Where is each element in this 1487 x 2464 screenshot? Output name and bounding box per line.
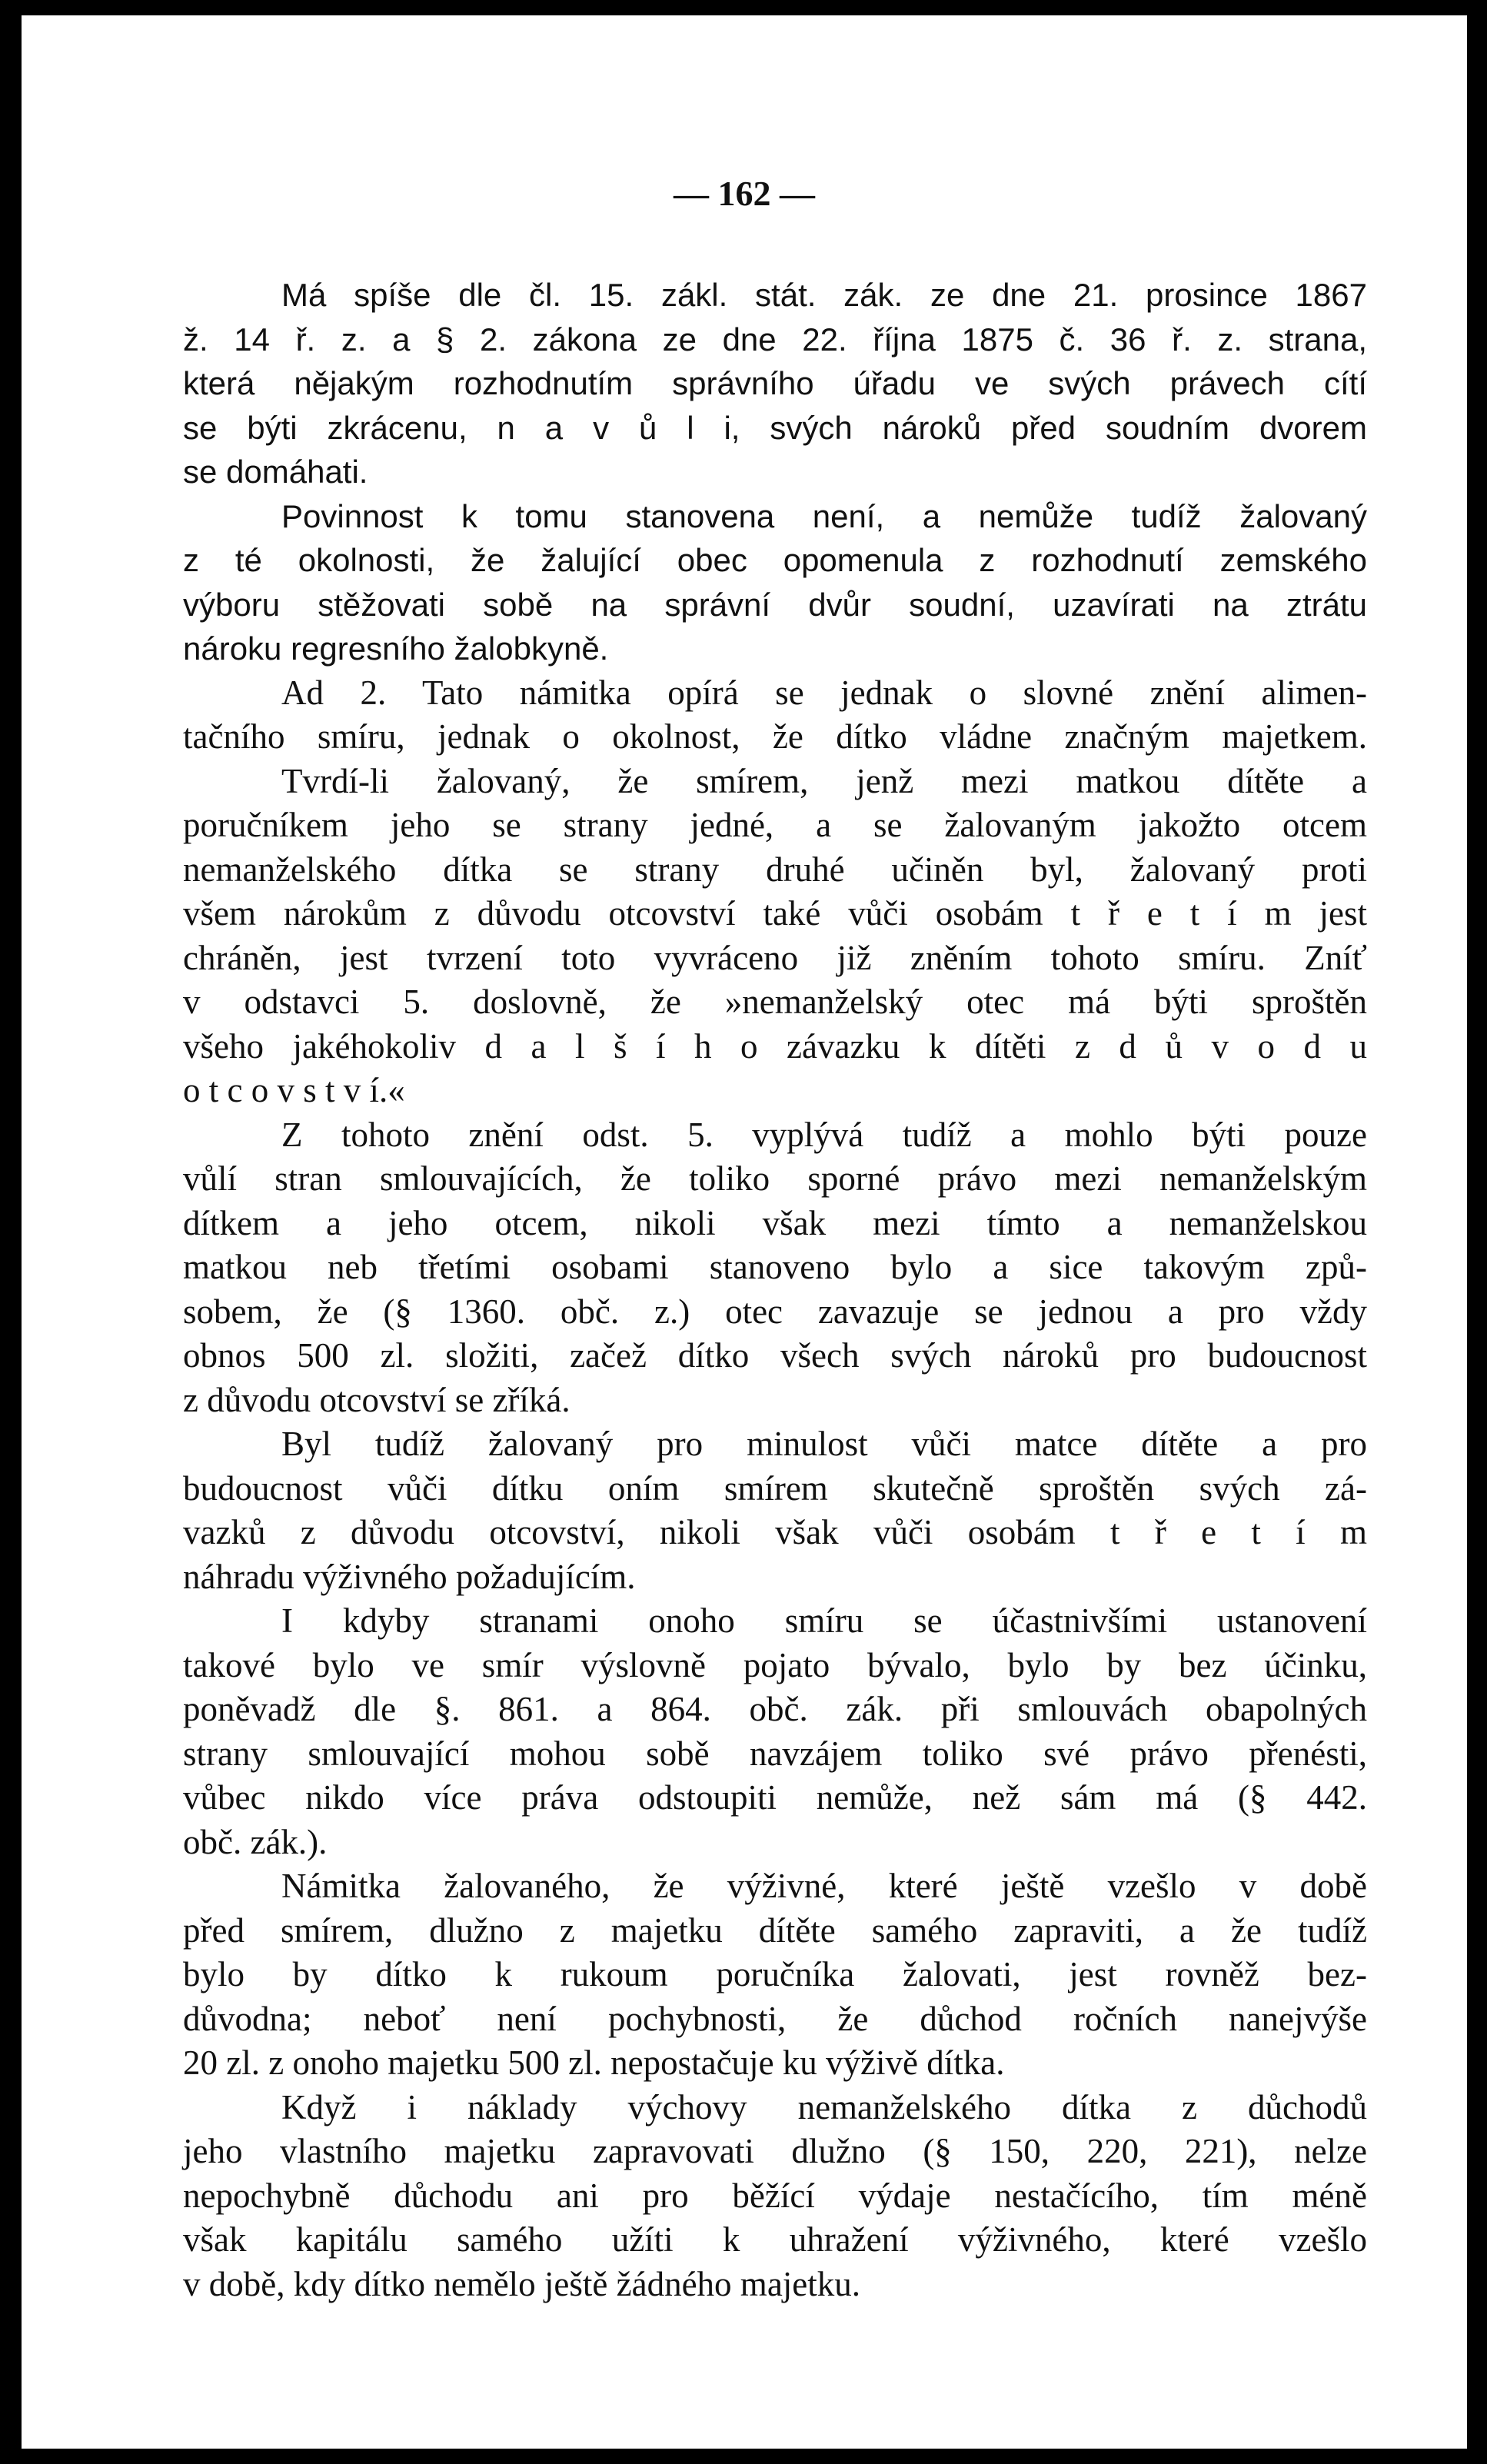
text-line: v době, kdy dítko nemělo ještě žádného majetku. bbox=[183, 2264, 861, 2303]
text-line: sobem, že (§ 1360. obč. z.) otec zavazuje se jednou a pro vždy bbox=[183, 1292, 1367, 1331]
text-line: budoucnost vůči dítku oním smírem skutečně sproštěn svých zá- bbox=[183, 1468, 1367, 1508]
text-line: 20 zl. z onoho majetku 500 zl. nepostačuje ku výživě dítka. bbox=[183, 2043, 1005, 2082]
text-line: poněvadž dle §. 861. a 864. obč. zák. při smlouvách obapolných bbox=[183, 1690, 1367, 1728]
text-line: takové bylo ve smír výslovně pojato býval​o, bylo by bez účinku, bbox=[183, 1645, 1367, 1684]
text-line: vazků z důvodu otcovství, nikoli však vůči osobám t ř e t í m bbox=[183, 1513, 1367, 1551]
text-line: o t c o v s t v í.« bbox=[183, 1071, 405, 1109]
text-line: náhradu výživného požadujícím. bbox=[183, 1557, 636, 1596]
text-line: Tvrdí-li žalovaný, že smírem, jenž mezi matkou dítěte a bbox=[281, 761, 1367, 800]
text-line: ž. 14 ř. z. a § 2. zákona ze dne 22. října 1875 č. 36 ř. z. strana, bbox=[183, 321, 1367, 357]
text-line: Byl tudíž žalovaný pro minulost vůči matce dítěte a pro bbox=[281, 1425, 1367, 1463]
text-line: Z tohoto znění odst. 5. vyplývá tudíž a mohlo býti pouze bbox=[281, 1115, 1367, 1154]
text-line: I kdyby stranami onoho smíru se účastnivšími ustanovení bbox=[281, 1601, 1367, 1640]
text-line: obnos 500 zl. složiti, začež dítko všech svých nároků pro budoucnost bbox=[183, 1336, 1367, 1375]
page-number: — 162 — bbox=[674, 174, 815, 213]
text-line: Když i náklady výchovy nemanželského dítka z důchodů bbox=[281, 2087, 1367, 2126]
text-line: výboru stěžovati sobě na správní dvůr soudní, uzavírati na ztrátu bbox=[183, 586, 1367, 623]
text-line: poručníkem jeho se strany jedné, a se žalovaným jakožto otcem bbox=[183, 806, 1367, 844]
text-line: chráněn, jest tvrzení toto vyvráceno již zněním tohoto smíru. Zníť bbox=[183, 938, 1367, 977]
text-line: z důvodu otcovství se zříká. bbox=[183, 1380, 571, 1419]
book-page bbox=[22, 15, 1467, 2449]
text-line: Povinnost k tomu stanovena není, a nemůže tudíž žalovaný bbox=[281, 497, 1367, 534]
text-line: nepochybně důchodu ani pro běžící výdaje nestačícího, tím méně bbox=[183, 2176, 1367, 2215]
text-line: strany smlouvající mohou sobě navzájem toliko své právo přenésti, bbox=[183, 1734, 1367, 1773]
text-line: tačního smíru, jednak o okolnost, že dítko vládne značným majetkem. bbox=[183, 717, 1367, 756]
text-line: v odstavci 5. doslovně, že »nemanželský otec má býti sproštěn bbox=[183, 983, 1367, 1021]
text-line: nemanželského dítka se strany druhé učiněn byl, žalovaný proti bbox=[183, 850, 1367, 889]
text-lines bbox=[183, 273, 1367, 2306]
text-line: obč. zák.). bbox=[183, 1822, 328, 1861]
text-line: která nějakým rozhodnutím správního úřadu ve svých právech cítí bbox=[183, 365, 1367, 401]
text-line: se býti zkrácenu, n a v ů l i, svých nároků před soudním dvorem bbox=[183, 409, 1367, 446]
text-line: nároku regresního žalobkyně. bbox=[183, 630, 609, 667]
text-line: všem nárokům z důvodu otcovství také vůči osobám t ř e t í m jest bbox=[183, 894, 1367, 933]
text-line: Námitka žalovaného, že výživné, které ještě vzešlo v době bbox=[281, 1867, 1367, 1905]
text-line: vůbec nikdo více práva odstoupiti nemůže, než sám má (§ 442. bbox=[183, 1778, 1367, 1817]
text-line: důvodna; neboť není pochybnosti, že důchod ročních nanejvýše bbox=[183, 1999, 1367, 2038]
text-line: všeho jakéhokoliv d a l š í h o závazku k dítěti z d ů v o d u bbox=[183, 1026, 1367, 1066]
text-line: matkou neb třetími osobami stanoveno bylo a sice takovým způ- bbox=[183, 1248, 1367, 1286]
text-line: jeho vlastního majetku zapravovati dlužno (§ 150, 220, 221), nelze bbox=[183, 2132, 1367, 2170]
text-line: dítkem a jeho otcem, nikoli však mezi tímto a nemanželskou bbox=[183, 1203, 1367, 1242]
text-line: Ad 2. Tato námitka opírá se jednak o slovné znění alimen- bbox=[281, 673, 1367, 712]
text-line: z té okolnosti, že žalující obec opomenula z rozhodnutí zemského bbox=[183, 542, 1367, 578]
text-line: před smírem, dlužno z majetku dítěte samého zapraviti, a že tudíž bbox=[183, 1910, 1367, 1950]
text-line: bylo by dítko k rukoum poručníka žalovati, jest rovněž bez- bbox=[183, 1955, 1367, 1993]
text-line: vůlí stran smlouvajících, že toliko sporné právo mezi nemanželským bbox=[183, 1159, 1367, 1198]
text-line: Má spíše dle čl. 15. zákl. stát. zák. ze dne 21. prosince 1867 bbox=[281, 277, 1367, 313]
text-line: se domáhati. bbox=[183, 454, 368, 490]
text-line: však kapitálu samého užíti k uhražení výživného, které vzešlo bbox=[183, 2220, 1367, 2259]
